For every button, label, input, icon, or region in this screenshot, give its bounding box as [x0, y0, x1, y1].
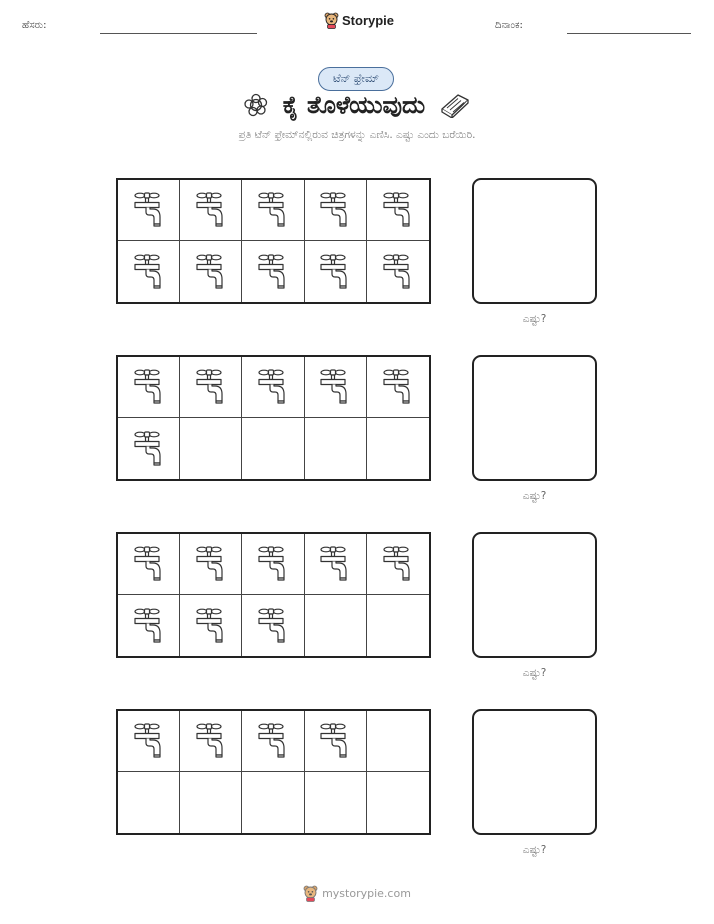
answer-label: ಎಷ್ಟು?: [522, 667, 547, 679]
water-tap-icon: [129, 367, 169, 407]
frame-cell: [118, 418, 180, 479]
frame-cell: [305, 772, 367, 833]
answer-label: ಎಷ್ಟು?: [522, 844, 547, 856]
category-pill: ಟೆನ್ ಫ್ರೇಮ್: [318, 67, 394, 91]
frame-cell: [367, 241, 429, 302]
water-tap-icon: [191, 252, 231, 292]
water-tap-icon: [129, 252, 169, 292]
water-tap-icon: [378, 190, 418, 230]
frame-cell: [367, 418, 429, 479]
frame-cell: [305, 357, 367, 418]
title-row: [0, 91, 714, 119]
frame-cell: [118, 772, 180, 833]
frame-cell: [118, 711, 180, 772]
frame-cell: [305, 241, 367, 302]
ten-frame: [116, 355, 431, 481]
frame-cell: [118, 180, 180, 241]
soap-bar-icon: [439, 92, 471, 118]
date-write-line[interactable]: [567, 33, 691, 34]
water-tap-icon: [129, 190, 169, 230]
frame-cell: [305, 180, 367, 241]
frame-cell: [305, 711, 367, 772]
water-tap-icon: [191, 721, 231, 761]
frame-cell: [180, 241, 242, 302]
frame-cell: [180, 595, 242, 656]
frame-cell: [242, 534, 304, 595]
date-label: ದಿನಾಂಕ:: [495, 20, 523, 31]
mascot-icon: [303, 885, 318, 902]
water-tap-icon: [315, 190, 355, 230]
frame-cell: [367, 357, 429, 418]
water-tap-icon: [191, 367, 231, 407]
frame-cell: [367, 595, 429, 656]
water-tap-icon: [378, 367, 418, 407]
water-tap-icon: [253, 544, 293, 584]
frame-cell: [305, 595, 367, 656]
frame-cell: [118, 534, 180, 595]
frame-cell: [367, 534, 429, 595]
frame-cell: [367, 772, 429, 833]
water-tap-icon: [129, 721, 169, 761]
mascot-icon: [324, 12, 339, 29]
frame-cell: [118, 241, 180, 302]
answer-box[interactable]: [472, 709, 597, 835]
water-tap-icon: [378, 252, 418, 292]
water-tap-icon: [253, 252, 293, 292]
water-tap-icon: [315, 252, 355, 292]
water-tap-icon: [315, 544, 355, 584]
frame-cell: [242, 180, 304, 241]
answer-label: ಎಷ್ಟು?: [522, 490, 547, 502]
water-tap-icon: [315, 367, 355, 407]
answer-label: ಎಷ್ಟು?: [522, 313, 547, 325]
frame-cell: [180, 772, 242, 833]
water-tap-icon: [191, 606, 231, 646]
instruction-text: ಪ್ರತಿ ಟೆನ್ ಫ್ರೇಮ್‌ನಲ್ಲಿರುವ ಚಿತ್ರಗಳನ್ನು ಎಣಿಸಿ. ಎಷ್ಟು ಎಂದು ಬರೆಯಿರಿ.: [238, 129, 476, 141]
water-tap-icon: [315, 721, 355, 761]
ten-frame: [116, 709, 431, 835]
frame-cell: [118, 595, 180, 656]
frame-cell: [242, 772, 304, 833]
water-tap-icon: [191, 190, 231, 230]
brand-name: Storypie: [342, 13, 395, 28]
frame-cell: [180, 418, 242, 479]
answer-box[interactable]: [472, 355, 597, 481]
answer-box[interactable]: [472, 178, 597, 304]
water-tap-icon: [253, 721, 293, 761]
water-tap-icon: [253, 367, 293, 407]
water-tap-icon: [253, 190, 293, 230]
frame-cell: [242, 418, 304, 479]
soap-bubble-icon: [243, 92, 269, 118]
name-label: ಹೆಸರು:: [22, 20, 47, 31]
frame-cell: [180, 180, 242, 241]
water-tap-icon: [191, 544, 231, 584]
footer: [0, 885, 714, 902]
frame-cell: [242, 595, 304, 656]
frame-cell: [305, 534, 367, 595]
answer-box[interactable]: [472, 532, 597, 658]
water-tap-icon: [253, 606, 293, 646]
water-tap-icon: [129, 429, 169, 469]
frame-cell: [242, 357, 304, 418]
brand-logo: [324, 12, 394, 29]
water-tap-icon: [378, 544, 418, 584]
water-tap-icon: [129, 544, 169, 584]
ten-frame: [116, 178, 431, 304]
footer-site: mystorypie.com: [322, 887, 411, 900]
frame-cell: [180, 711, 242, 772]
frame-cell: [242, 241, 304, 302]
frame-cell: [305, 418, 367, 479]
worksheet-title: ಕೈ ತೊಳೆಯುವುದು: [282, 91, 426, 119]
name-write-line[interactable]: [100, 33, 257, 34]
frame-cell: [118, 357, 180, 418]
frame-cell: [242, 711, 304, 772]
frame-cell: [180, 534, 242, 595]
frame-cell: [367, 711, 429, 772]
frame-cell: [367, 180, 429, 241]
water-tap-icon: [129, 606, 169, 646]
ten-frame: [116, 532, 431, 658]
frame-cell: [180, 357, 242, 418]
